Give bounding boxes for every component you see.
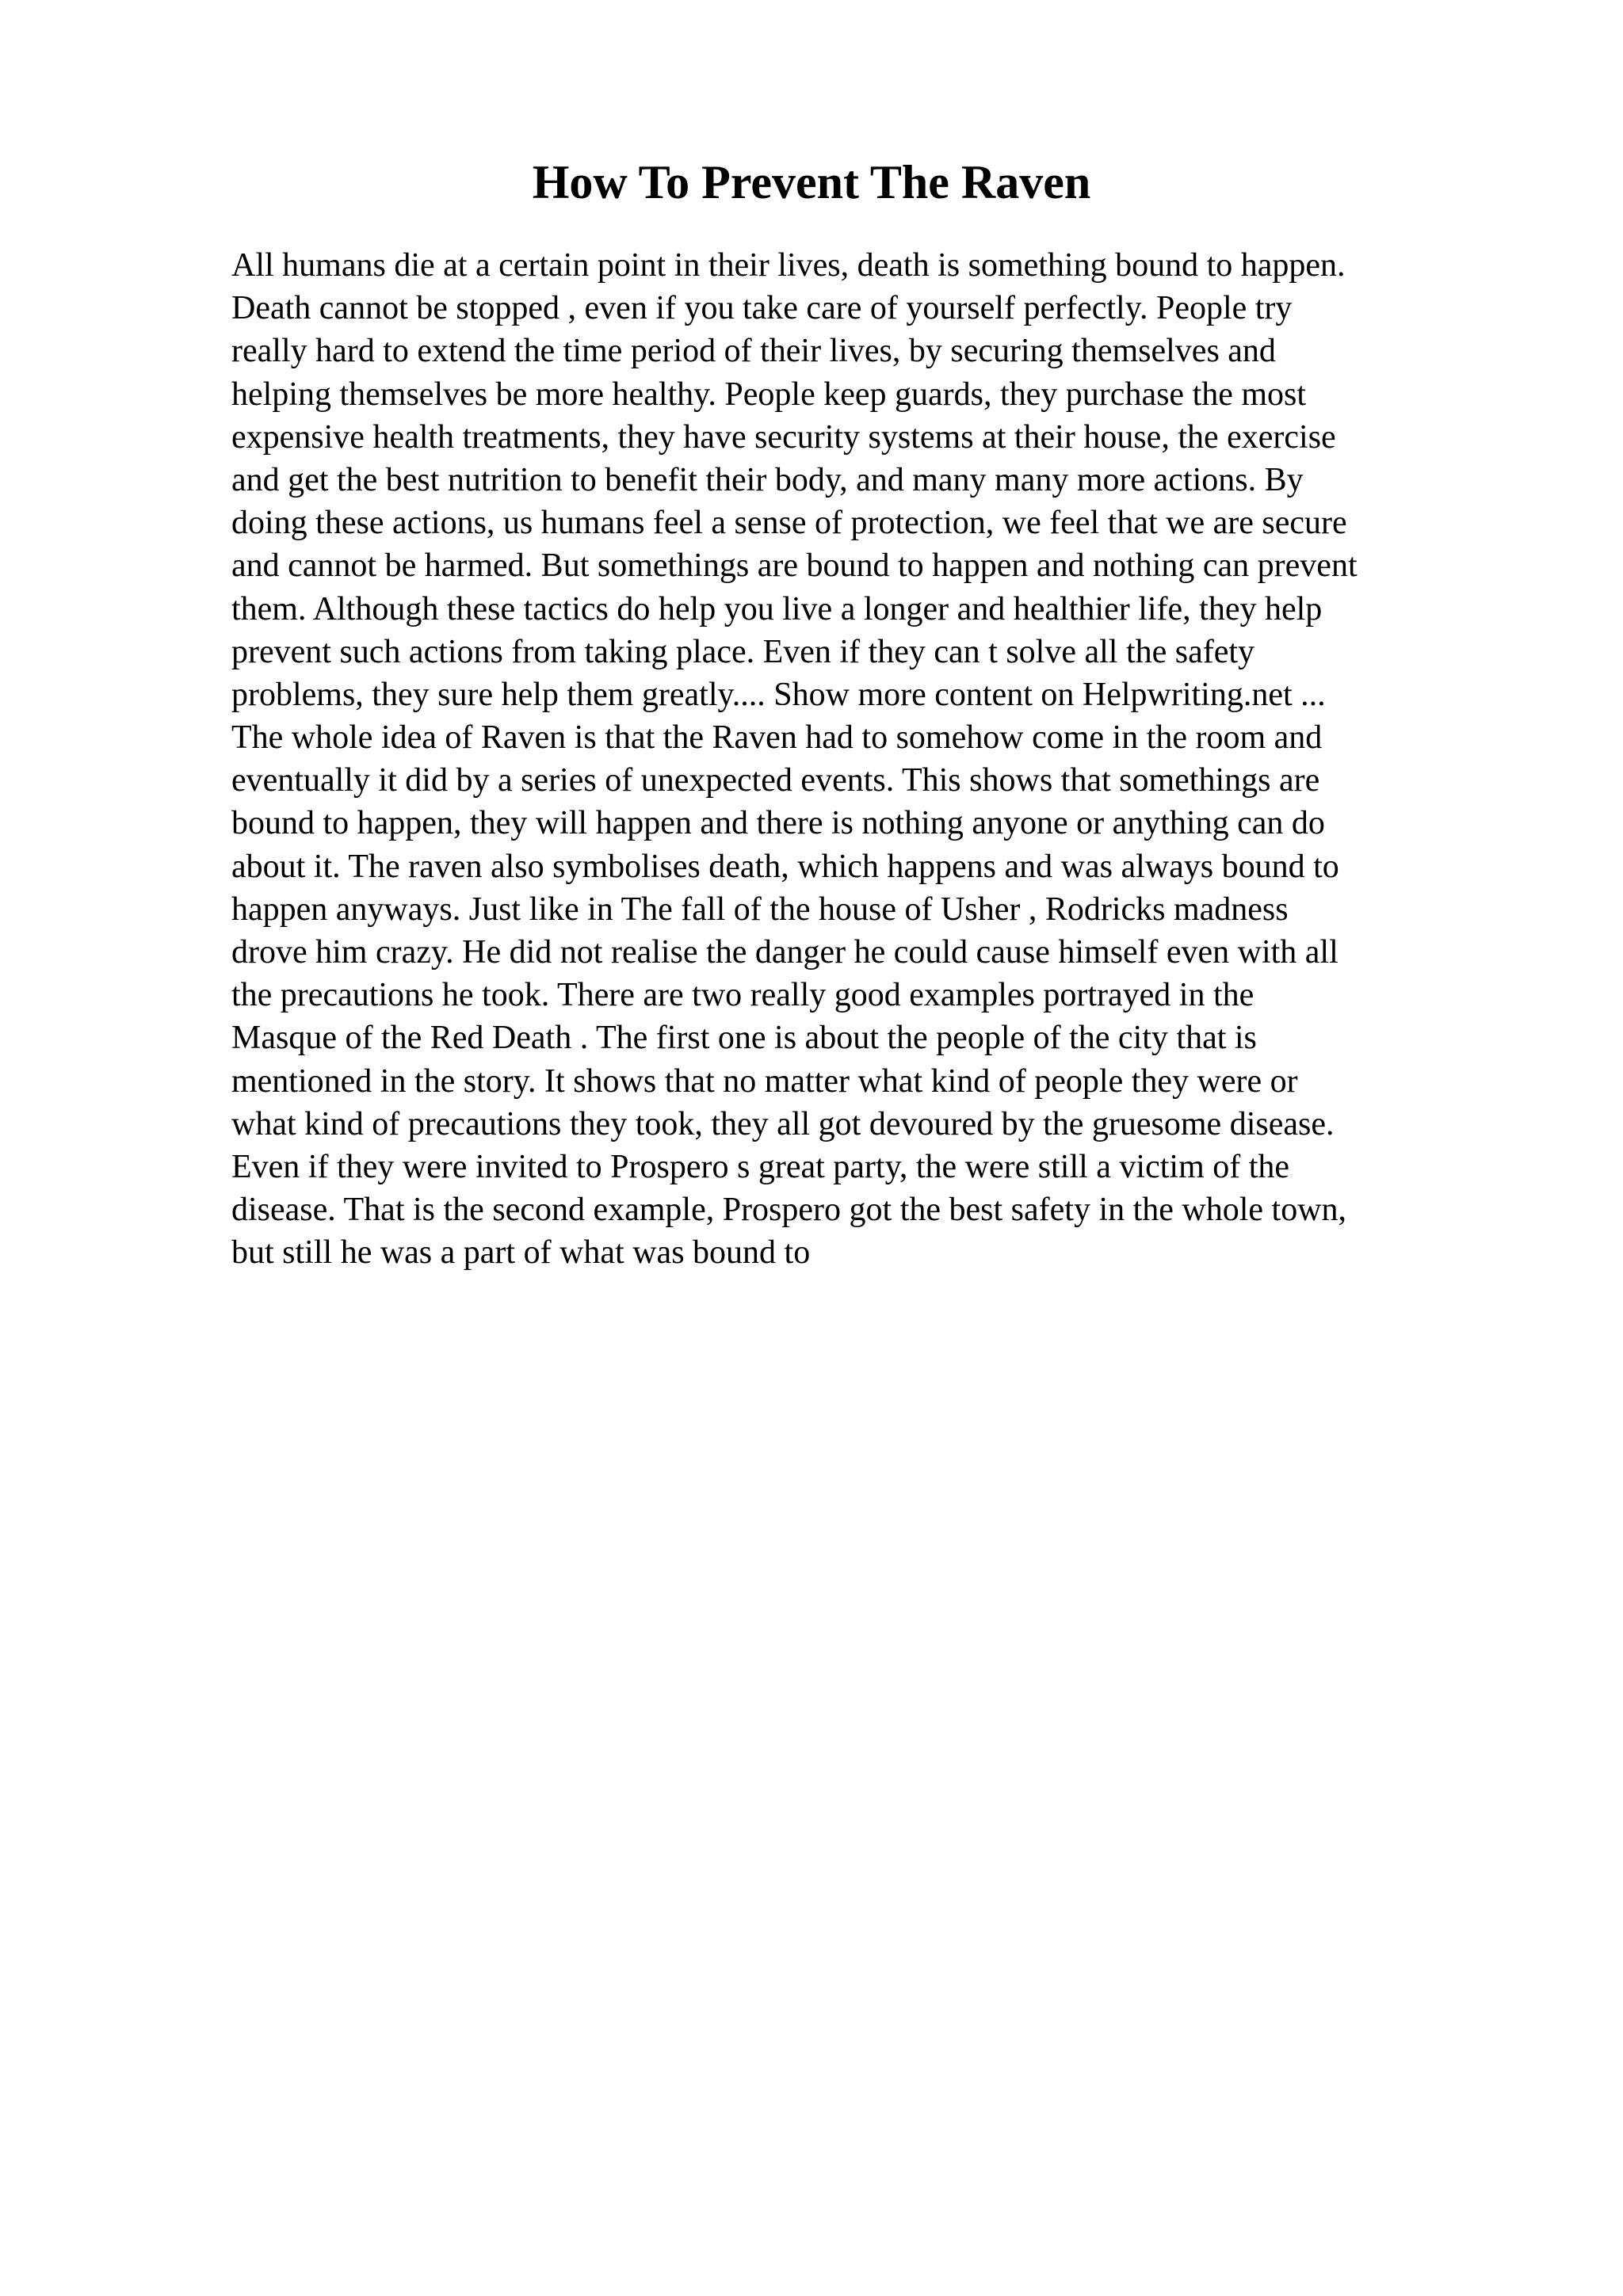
body-line: prevent such actions from taking place. Even if they can t solve all the safety <box>231 633 1255 670</box>
body-line: expensive health treatments, they have security systems at their house, the exercise <box>231 418 1336 456</box>
body-line: The whole idea of Raven is that the Raven had to somehow come in the room and <box>231 719 1323 757</box>
body-line: them. Although these tactics do help you live a longer and healthier life, they help <box>231 590 1323 627</box>
body-line: really hard to extend the time period of their lives, by securing themselves and <box>231 333 1276 370</box>
body-line: and cannot be harmed. But somethings are bound to happen and nothing can prevent <box>231 547 1358 585</box>
body-line: happen anyways. Just like in The fall of the house of Usher , Rodricks madness <box>231 891 1289 928</box>
body-line: Even if they were invited to Prospero s great party, the were still a victim of the <box>231 1148 1290 1185</box>
body-line: drove him crazy. He did not realise the danger he could cause himself even with all <box>231 934 1338 971</box>
body-line: what kind of precautions they took, they all got devoured by the gruesome disease. <box>231 1105 1335 1142</box>
body-line: Masque of the Red Death . The first one is about the people of the city that is <box>231 1020 1257 1057</box>
body-line: All humans die at a certain point in their lives, death is something bound to happen. <box>231 247 1346 284</box>
body-line: and get the best nutrition to benefit their body, and many many more actions. By <box>231 461 1304 498</box>
body-line: problems, they sure help them greatly.... Show more content on Helpwriting.net ... <box>231 676 1326 713</box>
body-line: bound to happen, they will happen and there is nothing anyone or anything can do <box>231 805 1325 842</box>
body-line: Death cannot be stopped , even if you take care of yourself perfectly. People try <box>231 290 1293 327</box>
body-line: disease. That is the second example, Prospero got the best safety in the whole town, <box>231 1192 1347 1229</box>
body-line: helping themselves be more healthy. People keep guards, they purchase the most <box>231 376 1307 413</box>
body-line: about it. The raven also symbolises death, which happens and was always bound to <box>231 848 1339 885</box>
body-line: doing these actions, us humans feel a sense of protection, we feel that we are secure <box>231 505 1347 542</box>
body-line: mentioned in the story. It shows that no matter what kind of people they were or <box>231 1062 1298 1100</box>
document-body <box>231 244 1515 1275</box>
document-title: How To Prevent The Raven <box>532 156 1091 208</box>
body-line: the precautions he took. There are two really good examples portrayed in the <box>231 977 1254 1014</box>
body-line: but still he was a part of what was bound to <box>231 1234 811 1272</box>
body-line: eventually it did by a series of unexpected events. This shows that somethings are <box>231 762 1320 799</box>
